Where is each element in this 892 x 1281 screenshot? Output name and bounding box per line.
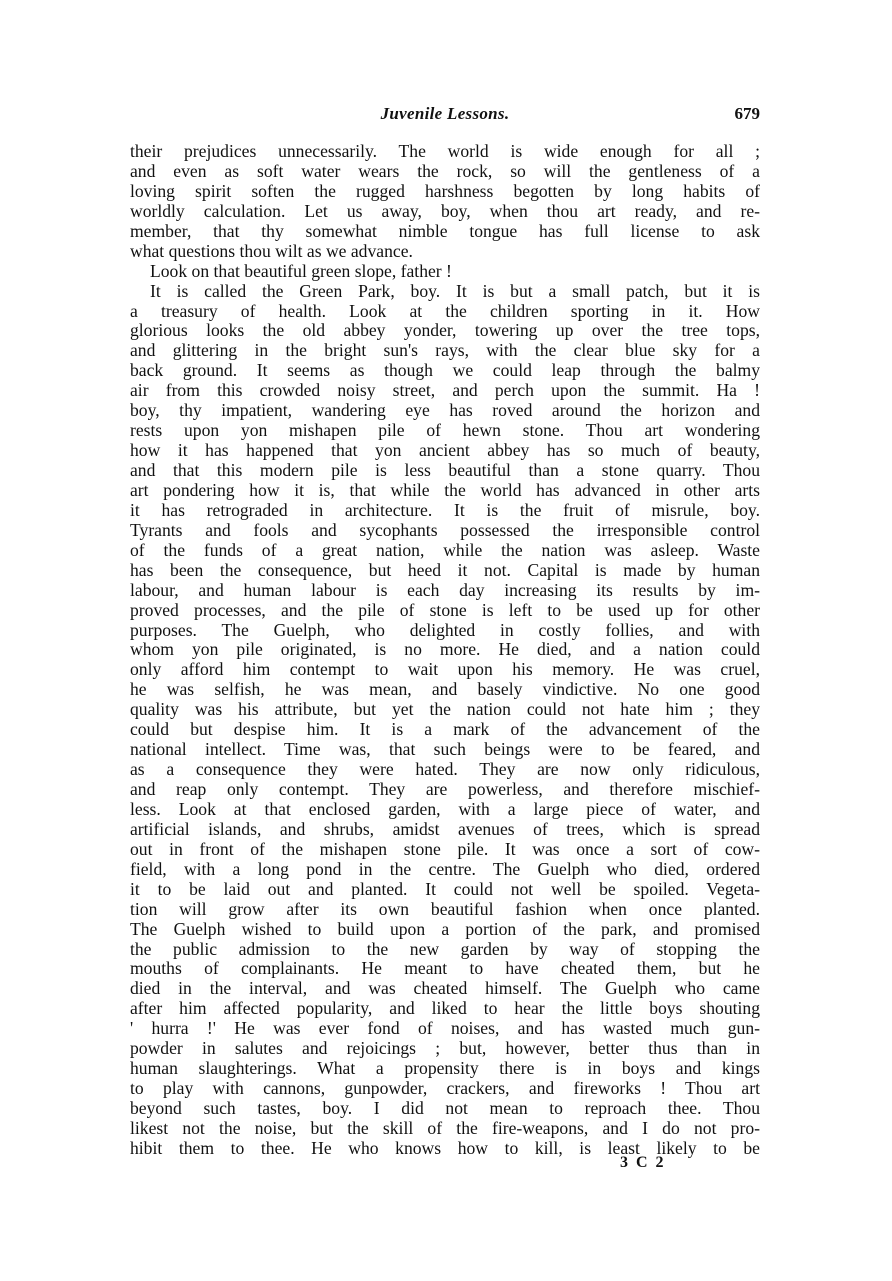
text-line: less. Look at that enclosed garden, with a large piece of water, and [130, 798, 760, 819]
text-line: ' hurra !' He was ever fond of noises, and has wasted much gun- [130, 1018, 760, 1039]
text-line: labour, and human labour is each day increasing its results by im- [130, 579, 760, 600]
signature-mark: 3 C 2 [620, 1154, 666, 1171]
text-line: it has retrograded in architecture. It is the fruit of misrule, boy. [130, 499, 760, 520]
text-line: hibit them to thee. He who knows how to kill, is least likely to be [130, 1137, 760, 1158]
text-line: after him affected popularity, and liked to hear the little boys shouting [130, 998, 760, 1019]
text-line: worldly calculation. Let us away, boy, when thou art ready, and re- [130, 200, 760, 221]
text-line: a treasury of health. Look at the children sporting in it. How [130, 300, 760, 321]
text-line: and that this modern pile is less beautiful than a stone quarry. Thou [130, 460, 760, 480]
text-line: and glittering in the bright sun's rays, with the clear blue sky for a [130, 340, 760, 361]
paragraph-start: It is called the Green Park, boy. It is but a small patch, but it is [150, 280, 760, 301]
text-line: human slaughterings. What a propensity there is in boys and kings [130, 1058, 760, 1079]
text-line: purposes. The Guelph, who delighted in costly follies, and with [130, 619, 760, 640]
text-line: only afford him contempt to wait upon his memory. He was cruel, [130, 659, 760, 680]
text-line: died in the interval, and was cheated himself. The Guelph who came [130, 978, 760, 999]
text-line: and even as soft water wears the rock, so will the gentleness of a [130, 160, 760, 181]
text-line: could but despise him. It is a mark of the advancement of the [130, 719, 760, 740]
text-line: he was selfish, he was mean, and basely vindictive. No one good [130, 679, 760, 700]
text-line: beyond such tastes, boy. I did not mean to reproach thee. Thou [130, 1098, 760, 1118]
text-line: art pondering how it is, that while the world has advanced in other arts [130, 479, 760, 500]
text-line: has been the consequence, but heed it not. Capital is made by human [130, 559, 760, 580]
text-line: powder in salutes and rejoicings ; but, however, better thus than in [130, 1038, 760, 1059]
text-line: proved processes, and the pile of stone is left to be used up for other [130, 599, 760, 620]
running-title: Juvenile Lessons. [380, 104, 510, 123]
text-line: out in front of the mishapen stone pile. It was once a sort of cow- [130, 838, 760, 859]
text-line: Tyrants and fools and sycophants possessed the irresponsible control [130, 519, 760, 540]
text-line: of the funds of a great nation, while the nation was asleep. Waste [130, 539, 760, 560]
text-line: mouths of complainants. He meant to have cheated them, but he [130, 958, 760, 979]
text-line: whom yon pile originated, is no more. He died, and a nation could [130, 639, 760, 660]
paragraph-start: Look on that beautiful green slope, father ! [150, 260, 452, 281]
text-line: The Guelph wished to build upon a portion of the park, and promised [130, 918, 760, 939]
page-number: 679 [734, 104, 760, 123]
text-line: to play with cannons, gunpowder, crackers, and fireworks ! Thou art [130, 1078, 760, 1099]
text-line: how it has happened that yon ancient abbey has so much of beauty, [130, 440, 760, 461]
text-line: as a consequence they were hated. They are now only ridiculous, [130, 759, 760, 780]
text-line: what questions thou wilt as we advance. [130, 240, 413, 261]
book-page [130, 104, 760, 1159]
text-line: artificial islands, and shrubs, amidst avenues of trees, which is spread [130, 818, 760, 839]
text-line: air from this crowded noisy street, and perch upon the summit. Ha ! [130, 380, 760, 401]
text-line: rests upon yon mishapen pile of hewn stone. Thou art wondering [130, 420, 760, 441]
body-text [130, 142, 760, 1159]
text-line: member, that thy somewhat nimble tongue has full license to ask [130, 220, 760, 241]
text-line: boy, thy impatient, wandering eye has roved around the horizon and [130, 400, 760, 421]
text-line: loving spirit soften the rugged harshness begotten by long habits of [130, 180, 760, 201]
text-line: it to be laid out and planted. It could not well be spoiled. Vegeta- [130, 878, 760, 899]
text-line: likest not the noise, but the skill of the fire-weapons, and I do not pro- [130, 1117, 760, 1138]
text-line: the public admission to the new garden by way of stopping the [130, 938, 760, 959]
text-line: glorious looks the old abbey yonder, towering up over the tree tops, [130, 320, 760, 341]
text-line: quality was his attribute, but yet the nation could not hate him ; they [130, 699, 760, 720]
text-line: their prejudices unnecessarily. The world is wide enough for all ; [130, 141, 760, 161]
text-line: and reap only contempt. They are powerless, and therefore mischief- [130, 779, 760, 799]
text-line: back ground. It seems as though we could leap through the balmy [130, 360, 760, 381]
text-line: national intellect. Time was, that such beings were to be feared, and [130, 739, 760, 760]
text-line: tion will grow after its own beautiful fashion when once planted. [130, 898, 760, 919]
text-line: field, with a long pond in the centre. The Guelph who died, ordered [130, 858, 760, 879]
running-head [130, 104, 760, 134]
